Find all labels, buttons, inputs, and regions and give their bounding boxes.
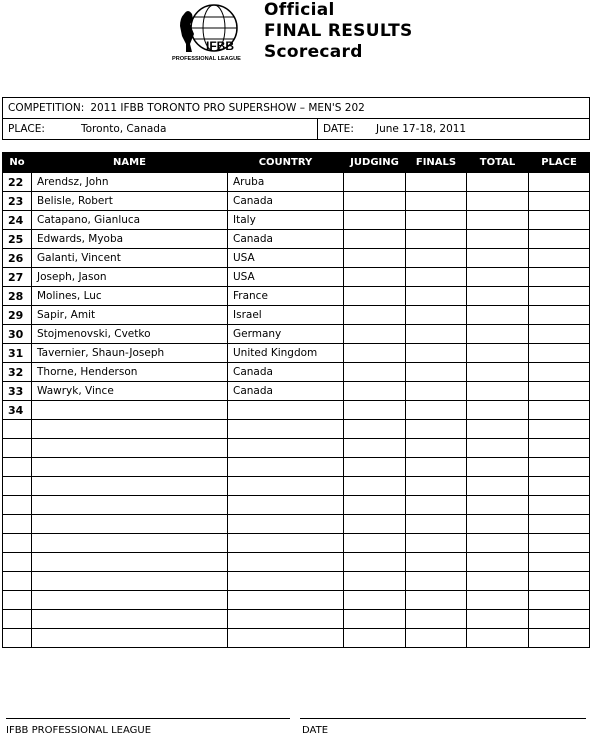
cell-total [467,287,529,306]
cell-no: 31 [3,344,32,363]
cell-no: 34 [3,401,32,420]
cell-judging [344,401,406,420]
cell-country [228,534,344,553]
cell-judging [344,572,406,591]
cell-total [467,553,529,572]
cell-name: Wawryk, Vince [32,382,228,401]
cell-name: Catapano, Gianluca [32,211,228,230]
cell-place [529,629,590,648]
date-label: DATE: [323,123,354,135]
cell-judging [344,477,406,496]
cell-finals [406,325,467,344]
cell-place [529,230,590,249]
cell-finals [406,173,467,192]
cell-judging [344,211,406,230]
cell-total [467,230,529,249]
cell-country [228,629,344,648]
cell-no [3,572,32,591]
cell-country [228,591,344,610]
cell-total [467,382,529,401]
signature-label-league: IFBB PROFESSIONAL LEAGUE [6,725,152,736]
cell-total [467,439,529,458]
table-row [3,515,590,534]
cell-total [467,420,529,439]
cell-finals [406,553,467,572]
cell-place [529,325,590,344]
cell-finals [406,344,467,363]
cell-no: 29 [3,306,32,325]
cell-place [529,192,590,211]
cell-finals [406,458,467,477]
cell-name: Stojmenovski, Cvetko [32,325,228,344]
table-row [3,591,590,610]
cell-place [529,610,590,629]
cell-no [3,515,32,534]
title-line-3: Scorecard [264,42,363,62]
table-row [3,439,590,458]
cell-no: 22 [3,173,32,192]
cell-place [529,572,590,591]
cell-name [32,591,228,610]
cell-finals [406,306,467,325]
cell-no: 23 [3,192,32,211]
cell-name: Thorne, Henderson [32,363,228,382]
competition-info-box [2,97,590,140]
table-row [3,477,590,496]
cell-name [32,572,228,591]
results-table-body [3,173,590,648]
col-header-total: TOTAL [467,153,529,173]
cell-total [467,325,529,344]
cell-judging [344,534,406,553]
cell-judging [344,439,406,458]
cell-place [529,344,590,363]
cell-name: Arendsz, John [32,173,228,192]
svg-text:PROFESSIONAL LEAGUE: PROFESSIONAL LEAGUE [172,56,241,62]
col-header-judging: JUDGING [344,153,406,173]
cell-no: 25 [3,230,32,249]
col-header-country: COUNTRY [228,153,344,173]
cell-place [529,363,590,382]
cell-finals [406,629,467,648]
cell-place [529,401,590,420]
cell-name [32,420,228,439]
cell-place [529,515,590,534]
place-date-row [3,118,589,139]
cell-no [3,553,32,572]
cell-finals [406,572,467,591]
cell-place [529,496,590,515]
cell-total [467,477,529,496]
cell-total [467,306,529,325]
cell-country: USA [228,268,344,287]
cell-name [32,515,228,534]
cell-finals [406,591,467,610]
cell-judging [344,515,406,534]
cell-place [529,382,590,401]
cell-country [228,496,344,515]
cell-total [467,515,529,534]
cell-finals [406,249,467,268]
cell-judging [344,420,406,439]
cell-place [529,477,590,496]
cell-no [3,496,32,515]
cell-finals [406,496,467,515]
cell-finals [406,420,467,439]
scorecard-title [264,0,413,63]
table-row [3,344,590,363]
cell-no [3,458,32,477]
cell-place [529,439,590,458]
table-row [3,249,590,268]
cell-country [228,515,344,534]
cell-finals [406,477,467,496]
cell-total [467,192,529,211]
date-value: June 17-18, 2011 [376,123,467,135]
cell-total [467,344,529,363]
cell-judging [344,591,406,610]
table-row [3,553,590,572]
cell-judging [344,287,406,306]
cell-place [529,287,590,306]
cell-total [467,591,529,610]
cell-name [32,534,228,553]
table-row [3,230,590,249]
cell-finals [406,230,467,249]
table-row [3,211,590,230]
cell-name: Sapir, Amit [32,306,228,325]
place-value: Toronto, Canada [81,123,167,135]
cell-no: 26 [3,249,32,268]
cell-country: United Kingdom [228,344,344,363]
cell-finals [406,192,467,211]
cell-country [228,553,344,572]
cell-place [529,306,590,325]
cell-finals [406,363,467,382]
col-header-name: NAME [32,153,228,173]
competition-row [3,98,589,118]
cell-total [467,534,529,553]
signature-line-league [6,718,290,719]
col-header-finals: FINALS [406,153,467,173]
table-row [3,534,590,553]
table-row [3,629,590,648]
cell-name: Tavernier, Shaun-Joseph [32,344,228,363]
cell-no [3,439,32,458]
svg-text:IFBB: IFBB [206,39,234,53]
cell-judging [344,192,406,211]
cell-name [32,401,228,420]
cell-country: Aruba [228,173,344,192]
cell-judging [344,306,406,325]
cell-judging [344,268,406,287]
cell-country: Canada [228,382,344,401]
cell-country [228,572,344,591]
table-row [3,401,590,420]
title-line-2: FINAL RESULTS [264,21,413,41]
table-row [3,382,590,401]
table-row [3,496,590,515]
cell-name [32,458,228,477]
cell-total [467,629,529,648]
table-row [3,610,590,629]
cell-country [228,420,344,439]
cell-country: Italy [228,211,344,230]
cell-total [467,173,529,192]
cell-total [467,610,529,629]
cell-name [32,477,228,496]
cell-name [32,496,228,515]
cell-country: Canada [228,363,344,382]
cell-finals [406,268,467,287]
signature-label-date: DATE [302,725,329,736]
cell-place [529,591,590,610]
cell-no: 33 [3,382,32,401]
cell-judging [344,382,406,401]
cell-total [467,496,529,515]
cell-name [32,553,228,572]
title-line-1: Official [264,0,335,20]
cell-no: 27 [3,268,32,287]
cell-no [3,591,32,610]
cell-no [3,629,32,648]
cell-judging [344,610,406,629]
cell-finals [406,401,467,420]
cell-country: Israel [228,306,344,325]
cell-finals [406,610,467,629]
cell-name: Joseph, Jason [32,268,228,287]
cell-name: Galanti, Vincent [32,249,228,268]
cell-total [467,268,529,287]
cell-country [228,458,344,477]
cell-country [228,401,344,420]
cell-country: Canada [228,230,344,249]
cell-name [32,610,228,629]
cell-judging [344,344,406,363]
cell-judging [344,249,406,268]
signature-line-date [300,718,586,719]
cell-name: Belisle, Robert [32,192,228,211]
cell-place [529,211,590,230]
cell-name [32,439,228,458]
cell-name: Molines, Luc [32,287,228,306]
table-row [3,268,590,287]
cell-place [529,249,590,268]
cell-country: France [228,287,344,306]
cell-no: 32 [3,363,32,382]
cell-no [3,534,32,553]
competition-value: 2011 IFBB TORONTO PRO SUPERSHOW – MEN'S 202 [90,102,365,114]
cell-judging [344,553,406,572]
cell-place [529,420,590,439]
cell-judging [344,458,406,477]
competition-label: COMPETITION: [8,102,85,114]
col-header-no: No [3,153,32,173]
table-row [3,192,590,211]
cell-place [529,534,590,553]
cell-country [228,610,344,629]
cell-country: Germany [228,325,344,344]
cell-country [228,477,344,496]
col-header-place: PLACE [529,153,590,173]
cell-finals [406,287,467,306]
cell-no: 28 [3,287,32,306]
cell-judging [344,363,406,382]
cell-no [3,610,32,629]
table-row [3,306,590,325]
cell-total [467,572,529,591]
table-row [3,287,590,306]
cell-total [467,249,529,268]
table-row [3,458,590,477]
cell-judging [344,173,406,192]
cell-place [529,553,590,572]
cell-country: Canada [228,192,344,211]
results-table [2,152,590,648]
cell-no [3,477,32,496]
cell-finals [406,382,467,401]
cell-place [529,173,590,192]
table-row [3,572,590,591]
table-row [3,173,590,192]
cell-total [467,401,529,420]
cell-judging [344,629,406,648]
cell-country: USA [228,249,344,268]
cell-country [228,439,344,458]
cell-total [467,363,529,382]
table-row [3,325,590,344]
cell-finals [406,439,467,458]
cell-place [529,458,590,477]
cell-no [3,420,32,439]
cell-no: 30 [3,325,32,344]
ifbb-pro-league-logo [170,4,246,62]
cell-place [529,268,590,287]
cell-judging [344,496,406,515]
cell-total [467,458,529,477]
cell-judging [344,325,406,344]
cell-finals [406,515,467,534]
place-label: PLACE: [8,123,45,135]
cell-name [32,629,228,648]
cell-finals [406,534,467,553]
cell-judging [344,230,406,249]
cell-finals [406,211,467,230]
table-header-row [3,153,590,173]
table-row [3,420,590,439]
cell-no: 24 [3,211,32,230]
cell-total [467,211,529,230]
table-row [3,363,590,382]
cell-name: Edwards, Myoba [32,230,228,249]
